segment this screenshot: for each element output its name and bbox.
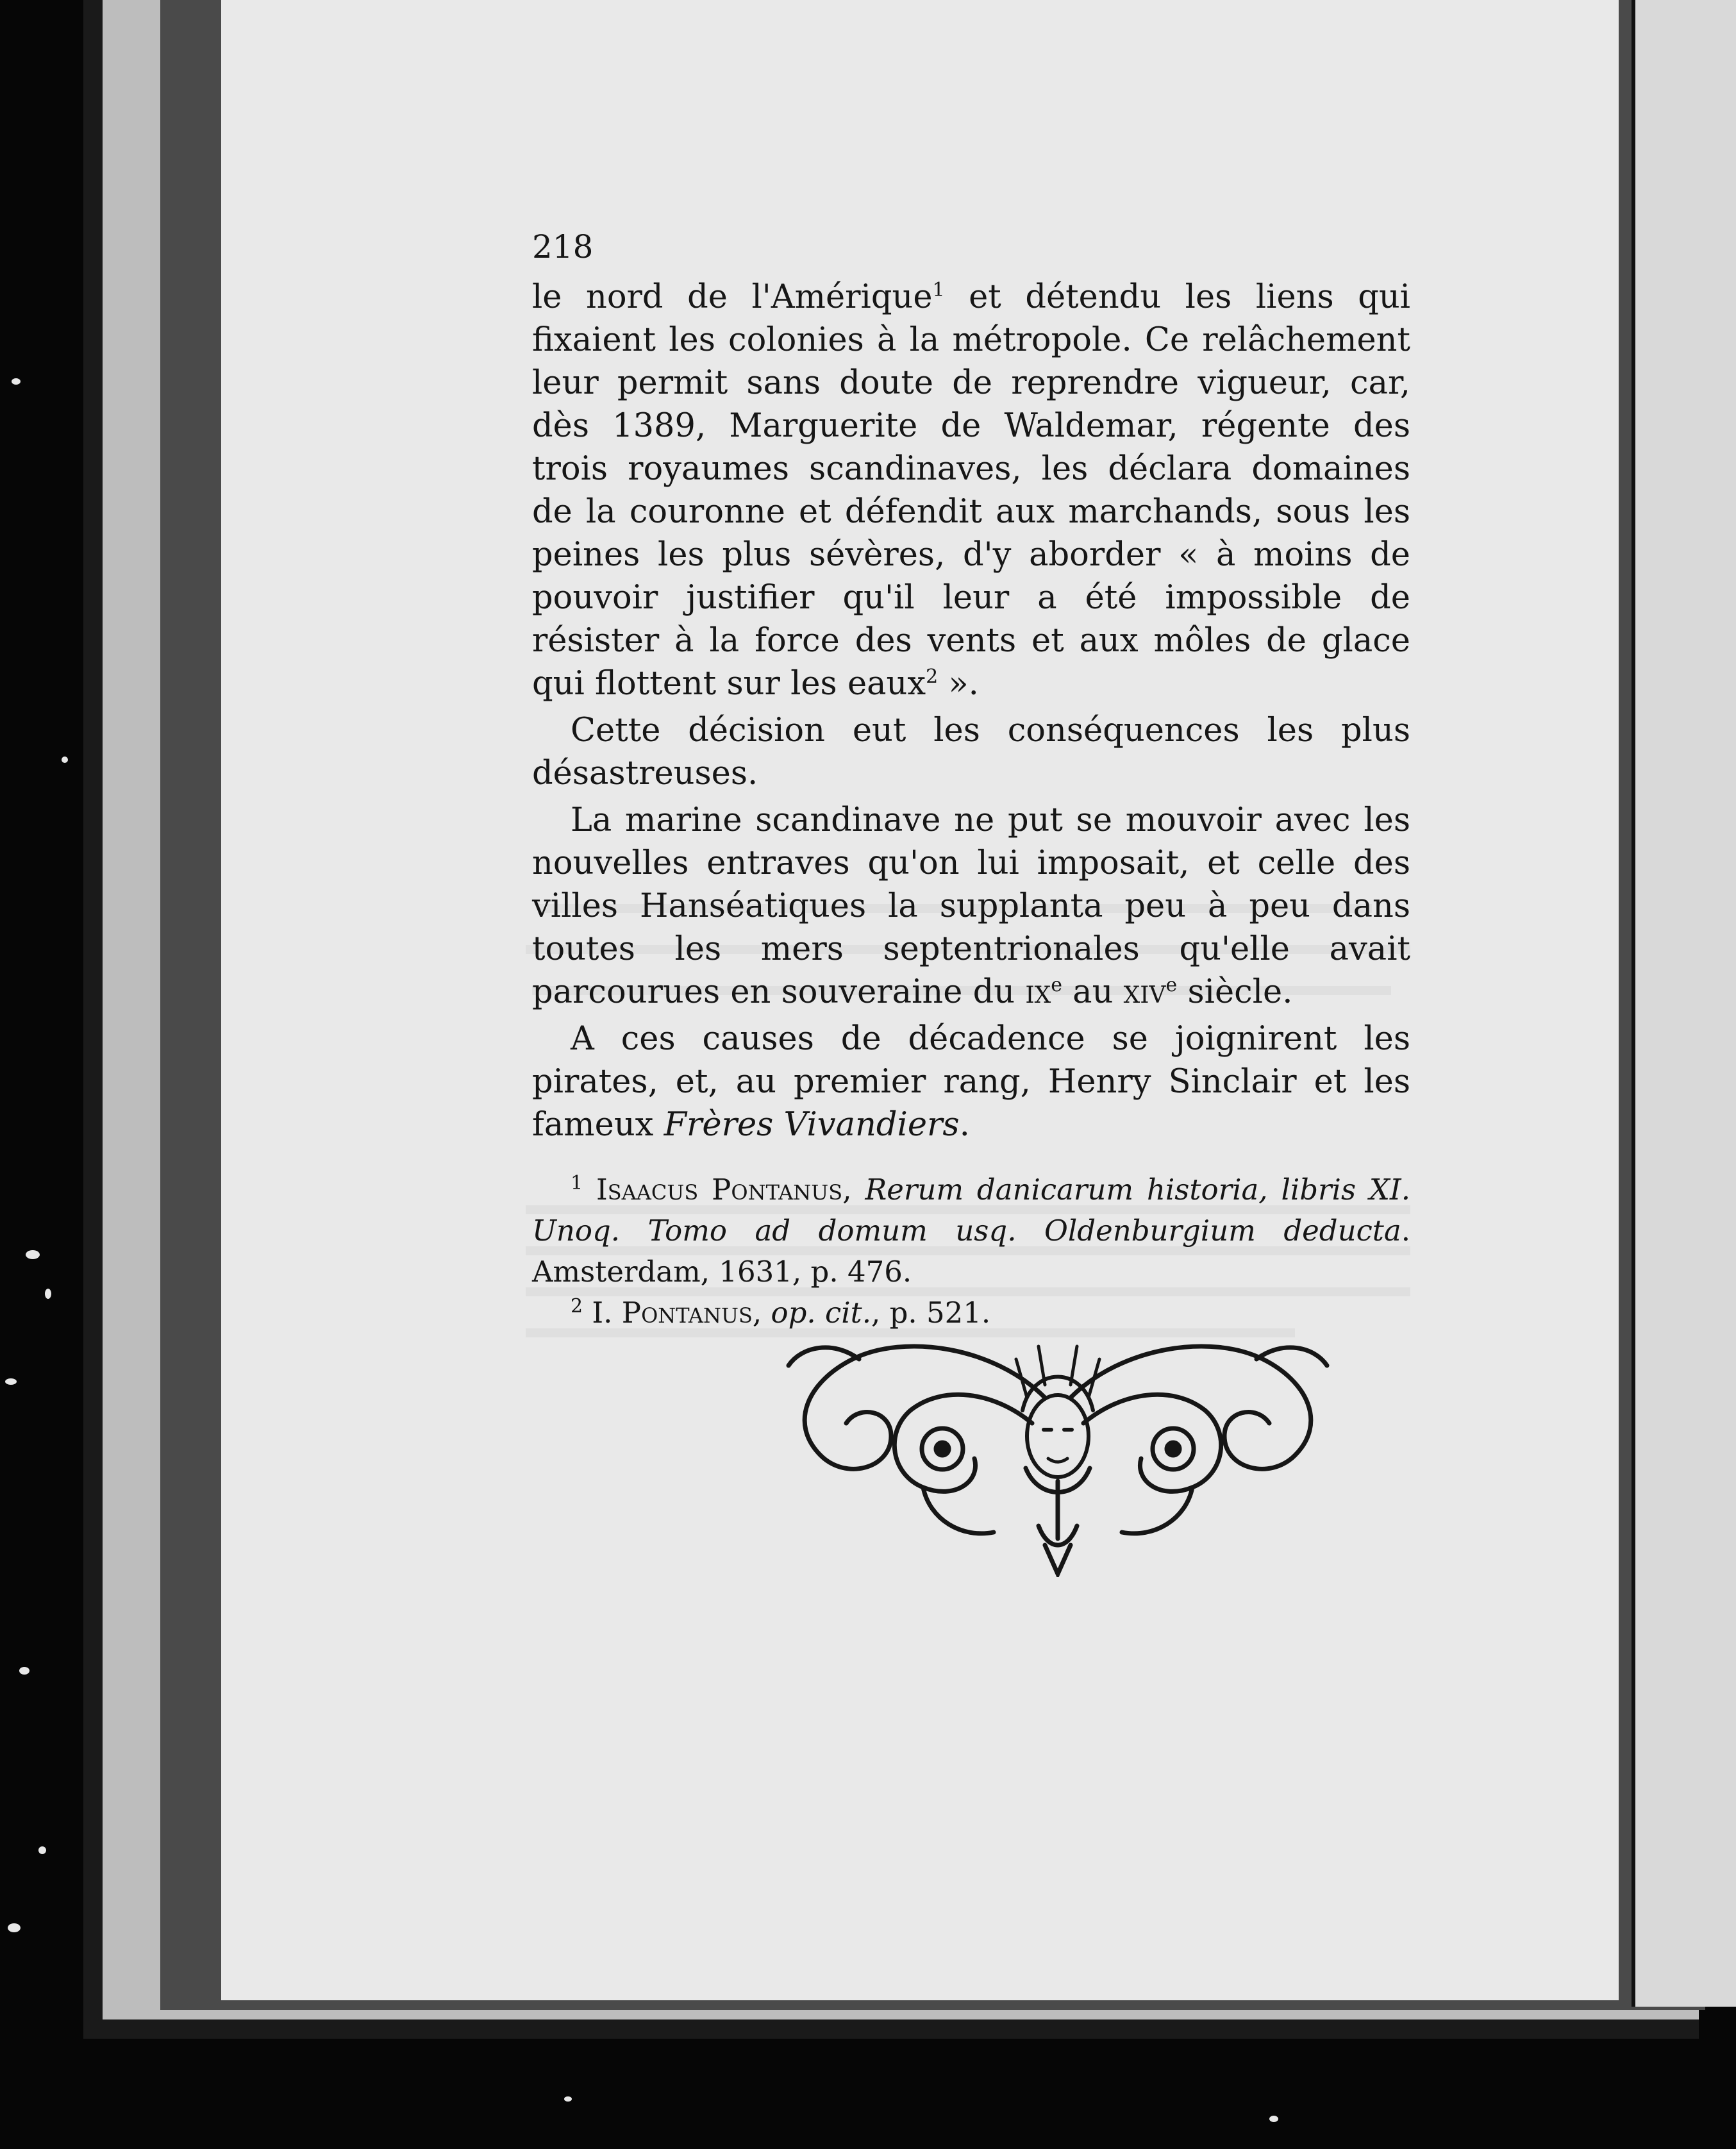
- text-run: et détendu les liens qui fixaient les colonies à la métropole. Ce relâchement leur permit sans doute de reprendre vigueur, car, dès 1389, Marguerite de Waldemar, régente des trois royaumes scandinaves, les déclara domaines de la couronne et défendit aux marchands, sous les peines les plus sévères, d'y aborder « à moins de pouvoir justifier qu'il leur a été impossible de résister à la force des vents et aux môles de glace qui flottent sur les eaux: [532, 278, 1410, 703]
- text-run: A ces causes de décadence se joignirent les pirates, et, au premier rang, Henry Sinclair et les fameux: [532, 1020, 1410, 1144]
- text-run: le nord de l'Amérique: [532, 278, 933, 316]
- superscript: 2: [571, 1295, 583, 1317]
- scan-speck: [12, 378, 21, 385]
- superscript: 2: [926, 665, 939, 688]
- italic-run: Frères Vivandiers: [664, 1106, 960, 1144]
- text-run: siècle.: [1177, 973, 1293, 1011]
- superscript: e: [1165, 974, 1178, 996]
- paragraph: [532, 276, 1410, 705]
- text-run: ».: [938, 665, 979, 703]
- text-run: ,: [752, 1296, 771, 1330]
- text-run: La marine scandinave ne put se mouvoir avec les nouvelles entraves qu'on lui imposait, et celle des villes Hanséatiques la supplanta peu à peu dans toutes les mers septentrionales qu'elle avait parcourues en souveraine du: [532, 801, 1410, 1011]
- text-run: . Amsterdam, 1631, p. 476.: [532, 1214, 1410, 1289]
- superscript: e: [1051, 974, 1062, 996]
- scan-speck: [8, 1923, 21, 1932]
- superscript: 1: [571, 1172, 583, 1194]
- italic-run: Rerum danicarum historia, libris XI. Unoq. Tomo ad domum usq. Oldenburgium deducta: [532, 1173, 1411, 1248]
- page-text: [532, 218, 1410, 1334]
- text-run: [583, 1173, 596, 1207]
- small-caps-run: Pontanus: [621, 1296, 753, 1330]
- page-number: 218: [532, 228, 594, 265]
- next-page-edge: [1632, 0, 1736, 2007]
- paragraph: [532, 709, 1410, 795]
- footnotes: [532, 1169, 1410, 1334]
- scan-speck: [62, 757, 68, 763]
- scan-speck: [1269, 2116, 1278, 2122]
- body-text: [532, 276, 1410, 1146]
- small-caps-run: xiv: [1123, 973, 1166, 1011]
- footnote: [532, 1169, 1410, 1292]
- small-caps-run: ix: [1025, 973, 1051, 1011]
- scan-speck: [26, 1250, 40, 1259]
- italic-run: op. cit.: [771, 1296, 872, 1330]
- text-run: au: [1062, 973, 1124, 1011]
- paragraph: [532, 1017, 1410, 1146]
- scan-speck: [38, 1846, 46, 1854]
- scan-speck: [5, 1378, 17, 1385]
- scan-speck: [19, 1667, 29, 1675]
- text-run: Cette décision eut les conséquences les plus désastreuses.: [532, 712, 1410, 792]
- superscript: 1: [932, 279, 945, 301]
- text-run: .: [959, 1106, 970, 1144]
- text-run: ,: [842, 1173, 865, 1207]
- small-caps-run: Isaacus Pontanus: [596, 1173, 843, 1207]
- text-run: , p. 521.: [871, 1296, 991, 1330]
- ornament-mask-icon: [763, 1321, 1353, 1577]
- scan-speck: [564, 2096, 572, 2102]
- text-run: I.: [583, 1296, 622, 1330]
- scan-speck: [45, 1289, 51, 1299]
- paragraph: [532, 799, 1410, 1014]
